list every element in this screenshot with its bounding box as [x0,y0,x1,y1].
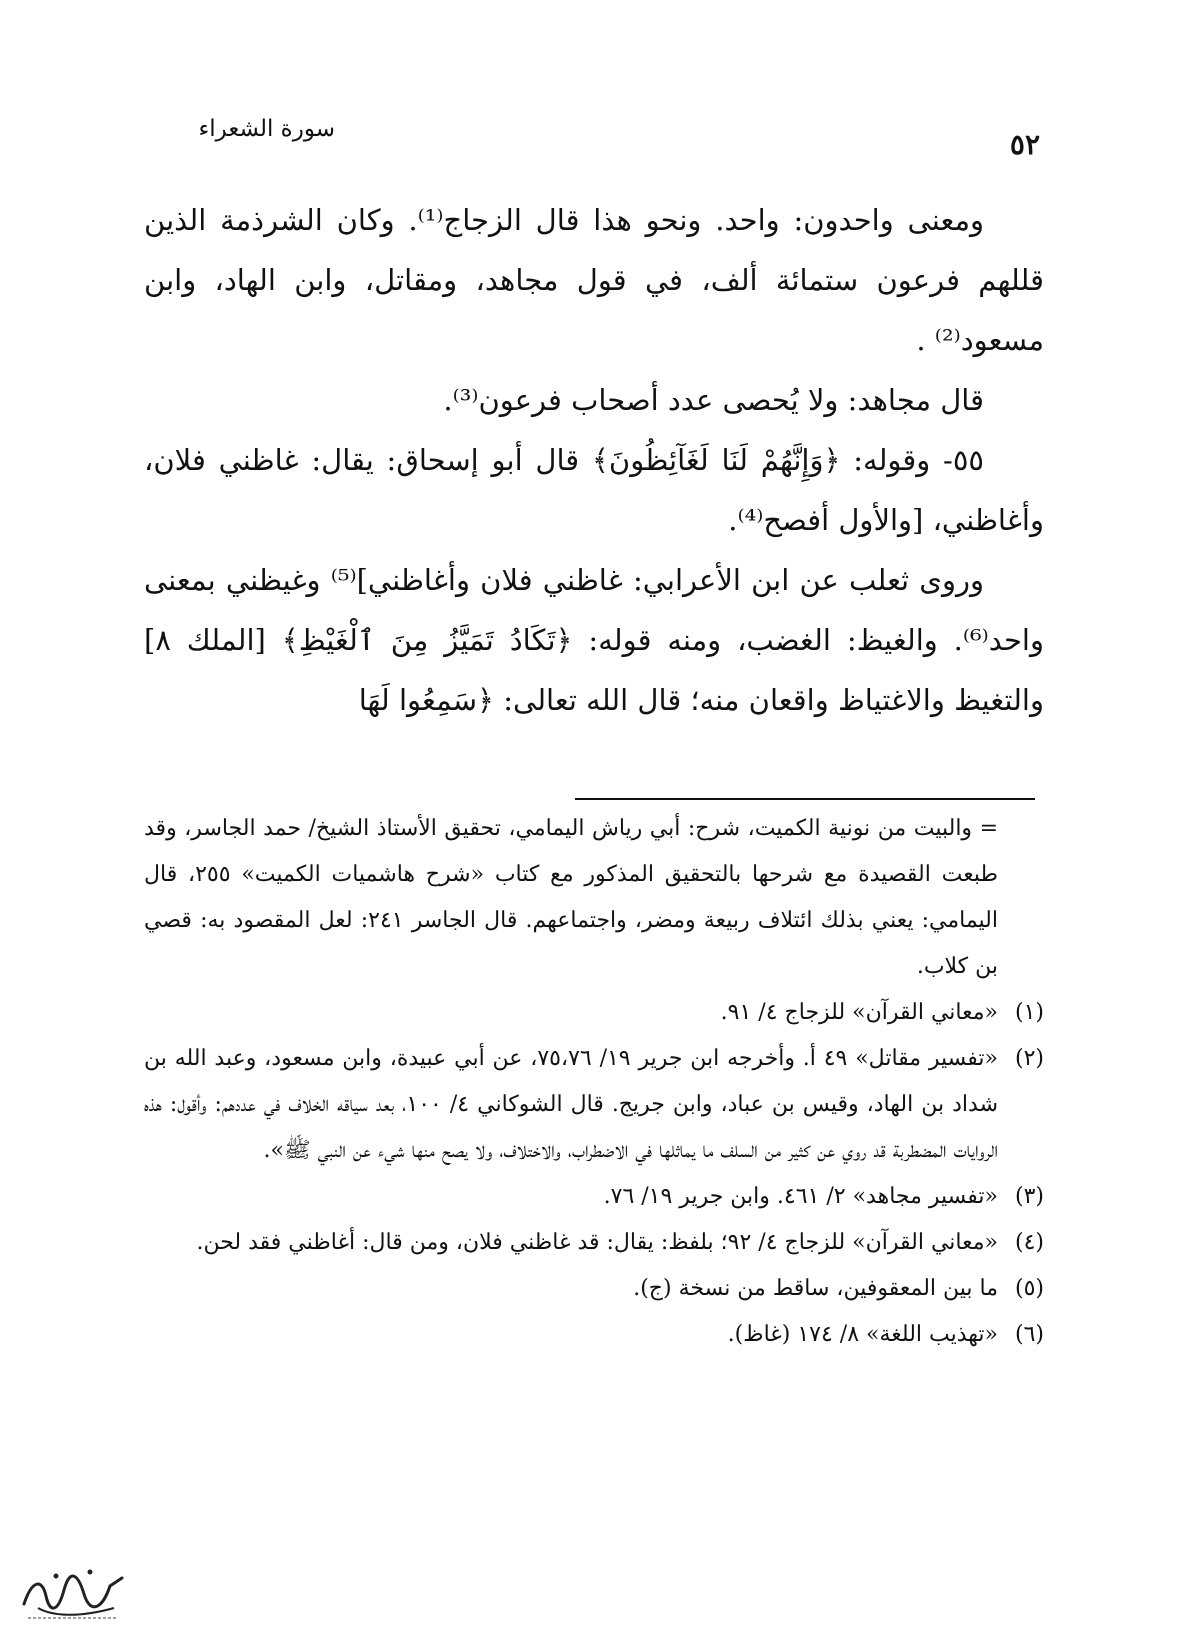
paragraph: وروى ثعلب عن ابن الأعرابي: غاظني فلان وأغاظني]⁽⁵⁾ وغيظني بمعنى واحد⁽⁶⁾. والغيظ: الغضب، ومنه قوله: ﴿تَكَادُ تَمَيَّزُ مِنَ ٱلْغَيْظِ﴾ [الملك ٨] والتغيظ والاغتياظ واقعان منه؛ قال الله تعالى: ﴿سَمِعُوا لَهَا [144,563,1044,717]
footnote [144,1266,1044,1312]
page-number: ٥٢ [1009,128,1040,161]
footnote-text: «معاني القرآن» للزجاج ٤/ ٩١. [720,1000,998,1025]
footnote-number: (١) [1014,1000,1044,1025]
watermark-logo [18,1560,130,1626]
footnote-text: «تهذيب اللغة» ٨/ ١٧٤ (غاظ). [727,1322,998,1347]
footnote-number: (٤) [1014,1230,1044,1255]
footnotes [144,806,1044,1358]
footnote-number: (٥) [1014,1276,1044,1301]
footnote-separator [575,798,1035,800]
paragraph: ٥٥- وقوله: ﴿وَإِنَّهُمْ لَنَا لَغَآئِظُونَ﴾ قال أبو إسحاق: يقال: غاظني فلان، وأغاظني، [والأول أفصح⁽⁴⁾. [144,443,1044,537]
footnote-number: (٦) [1014,1322,1044,1347]
paragraph: ومعنى واحدون: واحد. ونحو هذا قال الزجاج⁽¹⁾. وكان الشرذمة الذين قللهم فرعون ستمائة ألف، في قول مجاهد، ومقاتل، وابن الهاد، وابن مسعود⁽²⁾ . [144,203,1044,357]
footnote-number: (٣) [1014,1184,1044,1209]
footnote-text: «معاني القرآن» للزجاج ٤/ ٩٢؛ بلفظ: يقال: قد غاظني فلان، ومن قال: أغاظني فقد لحن. [196,1230,998,1255]
footnote-text: ما بين المعقوفين، ساقط من نسخة (ج). [633,1276,998,1301]
footnote [144,1174,1044,1220]
footnote [144,1220,1044,1266]
surah-title: سورة الشعراء [198,116,335,142]
footnote [144,990,1044,1036]
paragraph: قال مجاهد: ولا يُحصى عدد أصحاب فرعون⁽³⁾. [443,383,984,417]
main-text [144,190,1044,730]
page-header [140,108,1040,168]
footnote-text: «تفسير مقاتل» ٤٩ أ. وأخرجه ابن جرير ١٩/ ٧٥،٧٦، عن أبي عبيدة، وابن مسعود، وعبد الله بن شداد بن الهاد، وقيس بن عباد، وابن جريج. قال الشوكاني ٤/ ١٠٠، بعد سياقه الخلاف في عددهم: وأقول: هذه الروايات المضطربة قد روي عن كثير من السلف ما يماثلها في الاضطراب، والاختلاف، ولا يصح منها شيء عن النبي ﷺ». [144,1046,999,1163]
footnote-text: «تفسير مجاهد» ٢/ ٤٦١. وابن جرير ١٩/ ٧٦. [603,1184,998,1209]
footnote [144,1312,1044,1358]
footnote-number: (٢) [1014,1046,1044,1071]
footnote [144,1036,1044,1174]
footnote-continuation: = والبيت من نونية الكميت، شرح: أبي رياش اليمامي، تحقيق الأستاذ الشيخ/ حمد الجاسر، وقد طبعت القصيدة مع شرحها بالتحقيق المذكور مع كتاب «شرح هاشميات الكميت» ٢٥٥، قال اليمامي: يعني بذلك ائتلاف ربيعة ومضر، واجتماعهم. قال الجاسر ٢٤١: لعل المقصود به: قصي بن كلاب. [144,816,998,979]
